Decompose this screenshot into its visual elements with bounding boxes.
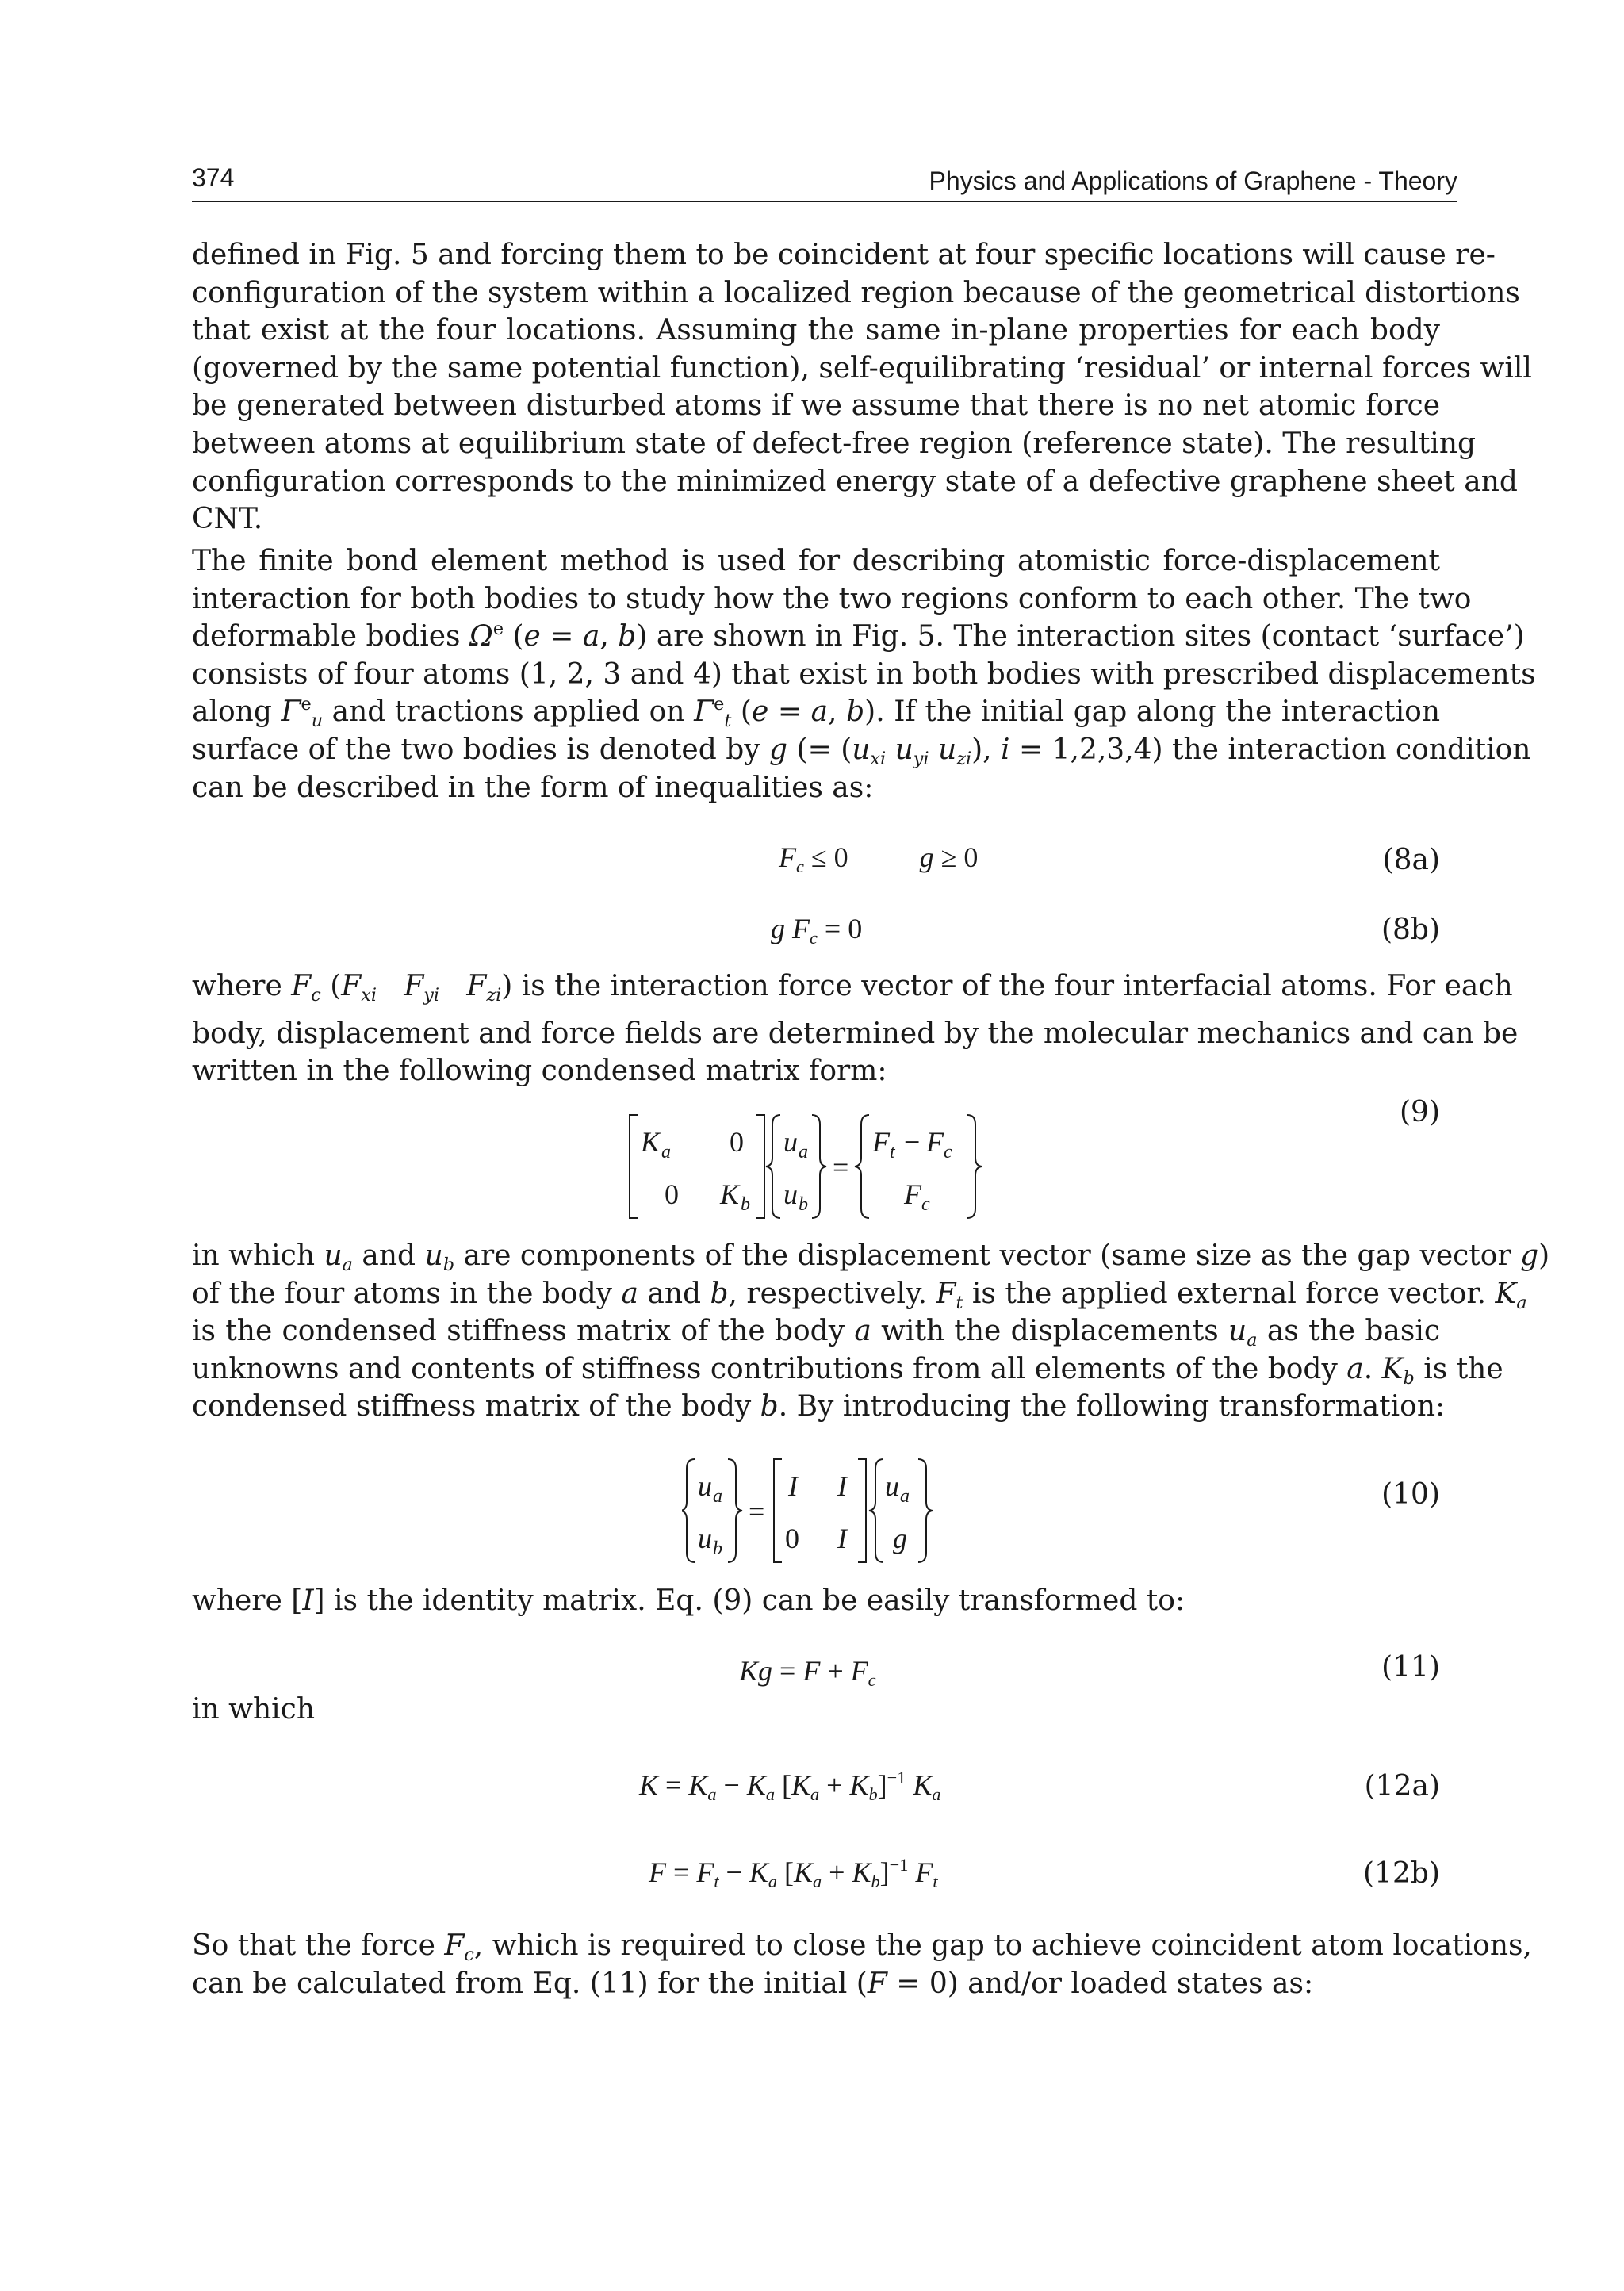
paragraph-7 (192, 1927, 1532, 2002)
page-number: 374 (192, 163, 235, 192)
operator: − (716, 1769, 747, 1801)
symbol-F: F (444, 1929, 465, 1962)
symbol-F: F (850, 1655, 868, 1687)
text-line (192, 1237, 1550, 1276)
running-header (192, 163, 1457, 200)
vector-entry: F (872, 1126, 890, 1158)
matrix-entry-sub: a (661, 1142, 671, 1163)
symbol-K: K (1381, 1352, 1404, 1385)
symbol-sub: a (342, 1255, 353, 1276)
symbol-K: K (746, 1769, 766, 1801)
text-run: and tractions applied on (323, 695, 695, 729)
brace-right (728, 1459, 742, 1562)
symbol-b: b (846, 695, 865, 729)
vector-entry-sub: c (944, 1142, 952, 1163)
relation: = 0 (817, 913, 863, 944)
text-line (192, 1965, 1440, 2003)
equation-label-12a: (12a) (1364, 1770, 1440, 1803)
symbol-sub: c (810, 928, 818, 948)
text-run: ) are shown in Fig. 5. The interaction sites (contact ‘surface’) (636, 620, 1525, 653)
text-run: = 0 (887, 1967, 948, 2000)
symbol-sub: yi (423, 985, 440, 1006)
text-line (192, 1275, 1527, 1313)
symbol-sub: c (311, 985, 321, 1006)
symbol-b: b (618, 620, 637, 653)
text-line: The finite bond element method is used for describing atomistic force-displacement (192, 545, 1440, 577)
operator: + (822, 1856, 852, 1888)
symbol-u: u (894, 733, 914, 766)
symbol-sub: t (956, 1292, 963, 1313)
symbol-sub: c (796, 856, 804, 877)
symbol-sub: a (1516, 1292, 1527, 1313)
symbol-g: g (769, 733, 788, 766)
symbol-u: u (324, 1239, 343, 1272)
paragraph-3 (192, 967, 1519, 1090)
symbol-F: F (867, 1967, 887, 2000)
equation-label-10: (10) (1381, 1478, 1440, 1511)
paragraph-4 (192, 1237, 1550, 1426)
text-run: , (828, 695, 847, 729)
symbol-sub: t (724, 711, 732, 732)
symbol-F: F (915, 1856, 933, 1888)
text-line: configuration of the system within a localized region because of the geometrical distortions (192, 276, 1520, 309)
equation-label-12b: (12b) (1363, 1857, 1440, 1890)
symbol-a: a (810, 695, 829, 729)
symbol-sub: b (1403, 1367, 1415, 1389)
bracket: ] (879, 1856, 890, 1888)
vector-entry-sub: a (799, 1142, 808, 1163)
brace-left (855, 1115, 869, 1218)
vector-entry: g (893, 1523, 907, 1554)
symbol-sub: zi (486, 985, 502, 1006)
vector-entry: u (783, 1178, 798, 1210)
text-run: , which is required to close the gap to achieve coincident atom locations, (473, 1929, 1532, 1962)
symbol-g: g (1520, 1239, 1539, 1272)
symbol-F: F (291, 970, 312, 1002)
running-title: Physics and Applications of Graphene - Theory (929, 167, 1457, 195)
text-line: CNT. (192, 503, 263, 536)
matrix-entry: I (788, 1470, 798, 1502)
text-line: can be described in the form of inequalities as: (192, 771, 874, 804)
text-line (192, 618, 1525, 656)
text-run: along (192, 695, 282, 729)
text-run: surface of the two bodies is denoted by (192, 733, 770, 766)
vector-entry-sub: t (890, 1142, 895, 1163)
symbol-u: u (424, 1239, 443, 1272)
symbol-b: b (760, 1390, 779, 1423)
equals-sign: = (833, 1151, 849, 1183)
symbol-sub: a (810, 1784, 820, 1805)
vector-entry: F (904, 1178, 921, 1210)
matrix-entry: 0 (785, 1523, 799, 1554)
matrix-entry-sub: b (741, 1194, 750, 1215)
header-rule (192, 201, 1457, 202)
text-line (192, 1582, 1440, 1620)
operator: − (904, 1126, 921, 1158)
text-run: ( (320, 970, 342, 1002)
symbol-K: K (749, 1856, 768, 1888)
symbol-u: u (938, 733, 957, 766)
text-run: = (540, 620, 583, 653)
symbol-F: F (404, 970, 424, 1002)
equation-12a (639, 1768, 941, 1805)
text-line (192, 1388, 1446, 1426)
symbol-sub: c (464, 1944, 474, 1966)
symbol-sub: b (442, 1255, 455, 1276)
symbol-sub: b (868, 1784, 878, 1805)
text-line: configuration corresponds to the minimized energy state of a defective graphene sheet and (192, 465, 1518, 498)
text-run: . (1363, 1352, 1382, 1385)
text-run: and (352, 1239, 425, 1272)
symbol-Kg: Kg (739, 1655, 773, 1687)
text-run: where (192, 970, 292, 1002)
symbol-sub: t (714, 1871, 719, 1892)
vector-entry-sub: c (921, 1194, 930, 1215)
symbol-K: K (849, 1769, 869, 1801)
symbol-sub: a (768, 1871, 777, 1892)
symbol-K: K (852, 1856, 871, 1888)
vector-entry: u (783, 1126, 798, 1158)
text-run: ] is the identity matrix. Eq. (9) can be easily transformed to: (313, 1584, 1185, 1617)
equation-11 (739, 1654, 876, 1691)
text-line: defined in Fig. 5 and forcing them to be coincident at four specific locations will cause re- (192, 239, 1496, 271)
text-line: that exist at the four locations. Assuming the same in-plane properties for each body (192, 314, 1440, 347)
symbol-a: a (582, 620, 600, 653)
symbol-g: g (919, 841, 934, 873)
text-line: be generated between disturbed atoms if we assume that there is no net atomic force (192, 389, 1440, 423)
symbol-sub: xi (870, 749, 887, 770)
text-run: ( (731, 695, 752, 729)
text-line: written in the following condensed matrix form: (192, 1055, 887, 1088)
symbol-F: F (936, 1277, 956, 1310)
text-run: can be calculated from Eq. (11) for the initial ( (192, 1967, 868, 2000)
brace-right (812, 1115, 826, 1218)
symbol-sub: a (707, 1784, 717, 1805)
text-run: ). If the initial gap along the interaction (864, 695, 1441, 729)
brace-left (869, 1459, 883, 1562)
symbol-K: K (1495, 1277, 1517, 1310)
text-run: of the four atoms in the body (192, 1277, 622, 1310)
text-line (192, 1927, 1532, 1966)
vector-entry: F (926, 1126, 944, 1158)
symbol-sup: −1 (887, 1768, 906, 1788)
equation-8b (771, 912, 863, 948)
symbol-K: K (639, 1769, 659, 1801)
bracket-left (774, 1459, 782, 1562)
relation: ≤ 0 (803, 841, 848, 873)
symbol-a: a (621, 1277, 638, 1310)
text-run: , (599, 620, 619, 653)
matrix-entry: 0 (730, 1126, 744, 1158)
vector-entry-sub: a (713, 1486, 722, 1507)
symbol-sub: a (765, 1784, 775, 1805)
symbol-i: i (1001, 733, 1010, 766)
equation-label-9: (9) (1400, 1096, 1440, 1128)
symbol-sup: e (301, 694, 312, 715)
symbol-K: K (794, 1856, 814, 1888)
text-line: interaction for both bodies to study how the two regions conform to each other. The two (192, 582, 1472, 615)
symbol-omega: Ω (469, 620, 493, 653)
symbol-sup: e (492, 619, 504, 640)
text-run: with the displacements (871, 1315, 1229, 1348)
symbol-sub: a (932, 1784, 941, 1805)
symbol-F: F (792, 913, 810, 944)
brace-right (918, 1459, 933, 1562)
symbol-sub: xi (361, 985, 377, 1006)
symbol-u: u (852, 733, 871, 766)
text-run: deformable bodies (192, 620, 469, 653)
matrix-entry: I (837, 1470, 847, 1502)
symbol-b: b (710, 1277, 729, 1310)
symbol-sub: a (813, 1871, 822, 1892)
matrix-entry: 0 (665, 1178, 679, 1210)
text-run: ) is the interaction force vector of the four interfacial atoms. For each (501, 970, 1513, 1002)
text-run: condensed stiffness matrix of the body (192, 1390, 760, 1423)
vector-entry-sub: a (900, 1486, 910, 1507)
vector-entry-sub: b (799, 1194, 808, 1215)
bracket: [ (774, 1769, 791, 1801)
bracket-left (630, 1115, 638, 1218)
text-line: consists of four atoms (1, 2, 3 and 4) that exist in both bodies with prescribed displacements (192, 657, 1536, 691)
symbol-gamma-u: Γ (281, 695, 301, 729)
paragraph-5 (192, 1582, 1440, 1620)
symbol-g: g (771, 913, 785, 944)
symbol-sup: e (714, 694, 725, 715)
text-line (192, 967, 1513, 1006)
bracket-right (858, 1459, 866, 1562)
text-line (192, 731, 1531, 770)
text-run: where [ (192, 1584, 303, 1617)
matrix-entry: K (641, 1126, 661, 1158)
brace-right (967, 1115, 982, 1218)
text-run: , respectively. (728, 1277, 936, 1310)
text-run: is the (1414, 1352, 1503, 1385)
symbol-u: u (1228, 1315, 1247, 1348)
relation: ≥ 0 (933, 841, 979, 873)
symbol-a: a (854, 1315, 871, 1348)
symbol-K: K (791, 1769, 810, 1801)
text-line: between atoms at equilibrium state of defect-free region (reference state). The resulting (192, 427, 1477, 460)
text-run: ( (504, 620, 524, 653)
text-run: in which (192, 1239, 324, 1272)
symbol-F: F (779, 841, 796, 873)
symbol-K: K (913, 1769, 933, 1801)
paragraph-2 (192, 542, 1536, 806)
symbol-e: e (523, 620, 541, 653)
symbol-sup: −1 (889, 1855, 909, 1875)
text-line: (governed by the same potential function), self-equilibrating ‘residual’ or internal forces will (192, 351, 1532, 385)
symbol-gamma-t: Γ (694, 695, 714, 729)
symbol-sub: yi (913, 749, 929, 770)
symbol-F: F (341, 970, 362, 1002)
text-run: ) (1538, 1239, 1550, 1272)
vector-entry: u (698, 1470, 712, 1502)
equation-8a (779, 841, 979, 877)
text-run: is the applied external force vector. (963, 1277, 1496, 1310)
text-run: ) and/or loaded states as: (947, 1967, 1314, 2000)
equals-sign: = (749, 1496, 765, 1527)
symbol-sub: a (1247, 1330, 1258, 1351)
text-run: is the condensed stiffness matrix of the body (192, 1315, 855, 1348)
equation-label-8b: (8b) (1381, 914, 1440, 946)
text-line (192, 693, 1440, 731)
bracket-right (756, 1115, 764, 1218)
equation-label-11: (11) (1381, 1651, 1440, 1684)
brace-left (682, 1459, 695, 1562)
operator: + (819, 1769, 850, 1801)
equals-sign: = (772, 1655, 803, 1687)
vector-entry: u (698, 1523, 712, 1554)
text-run: as the basic (1257, 1315, 1440, 1348)
symbol-I: I (302, 1584, 314, 1617)
symbol-a: a (1346, 1352, 1364, 1385)
text-run: and (638, 1277, 710, 1310)
text-line (192, 1312, 1440, 1350)
text-line: body, displacement and force fields are determined by the molecular mechanics and can be (192, 1017, 1519, 1050)
bracket: ] (877, 1769, 887, 1801)
symbol-F: F (696, 1856, 714, 1888)
paragraph-6 (192, 1691, 1440, 1729)
equation-9-graphic (625, 1112, 990, 1223)
bracket: [ (777, 1856, 794, 1888)
matrix-entry: I (837, 1523, 847, 1554)
symbol-F: F (466, 970, 487, 1002)
equation-12b (649, 1855, 938, 1892)
equation-10 (682, 1456, 952, 1567)
symbol-sub: zi (956, 749, 972, 770)
symbol-sub: c (868, 1670, 876, 1691)
matrix-entry: K (720, 1178, 740, 1210)
operator: + (820, 1655, 851, 1687)
text-run: So that the force (192, 1929, 445, 1962)
text-run: = (768, 695, 811, 729)
brace-left (766, 1115, 780, 1218)
equation-9 (625, 1112, 990, 1223)
symbol-sub: b (871, 1871, 880, 1892)
text-run: (= ( (787, 733, 852, 766)
paragraph-1 (192, 236, 1532, 538)
text-line: in which (192, 1693, 316, 1726)
symbol-sub: t (933, 1871, 938, 1892)
vector-entry-sub: b (713, 1538, 722, 1559)
symbol-e: e (751, 695, 769, 729)
symbol-F: F (802, 1655, 821, 1687)
operator: − (718, 1856, 749, 1888)
equals-sign: = (666, 1856, 697, 1888)
text-run: ), (971, 733, 1002, 766)
vector-entry: u (885, 1470, 899, 1502)
symbol-sub: u (311, 711, 324, 732)
text-run: are components of the displacement vector (same size as the gap vector (454, 1239, 1521, 1272)
equals-sign: = (658, 1769, 689, 1801)
text-run: unknowns and contents of stiffness contributions from all elements of the body (192, 1352, 1347, 1385)
text-run: . By introducing the following transformation: (778, 1390, 1446, 1423)
text-line (192, 1350, 1503, 1389)
equation-10-graphic (682, 1456, 952, 1567)
text-run: = 1,2,3,4) the interaction condition (1009, 733, 1531, 766)
equation-label-8a: (8a) (1382, 844, 1440, 876)
symbol-K: K (688, 1769, 708, 1801)
symbol-F: F (649, 1856, 666, 1888)
